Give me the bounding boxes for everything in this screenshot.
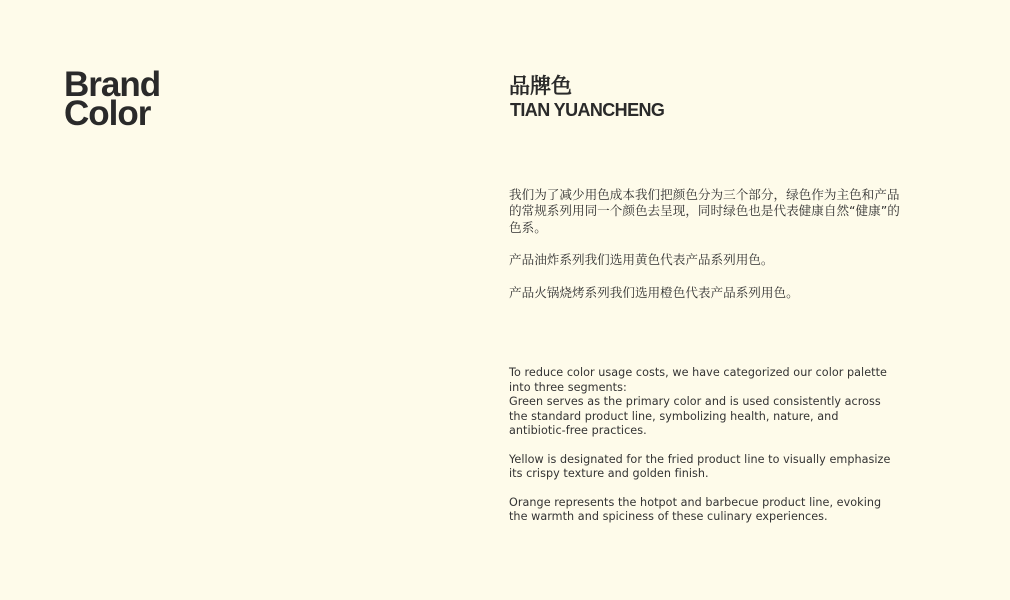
brand-color-heading-line2: Color	[64, 94, 151, 133]
english-description	[509, 366, 895, 539]
english-intro-text: To reduce color usage costs, we have categorized our color palette into three segments:	[509, 366, 887, 394]
english-green-text: Green serves as the primary color and is used consistently across the standard product line, symbolizing health, nature, and antibiotic-free practices.	[509, 395, 881, 437]
chinese-description	[509, 187, 901, 317]
chinese-section-title: 品牌色	[509, 74, 572, 98]
chinese-paragraph-green: 我们为了减少用色成本我们把颜色分为三个部分，绿色作为主色和产品的常规系列用同一个颜色去呈现，同时绿色也是代表健康自然“健康”的色系。	[509, 187, 900, 235]
chinese-paragraph-orange: 产品火锅烧烤系列我们选用橙色代表产品系列用色。	[509, 284, 799, 300]
brand-color-heading-line1: Brand	[64, 65, 161, 104]
english-paragraph-intro-green	[509, 366, 895, 439]
chinese-paragraph-yellow: 产品油炸系列我们选用黄色代表产品系列用色。	[509, 252, 774, 268]
brand-name-subtitle: TIAN YUANCHENG	[510, 100, 665, 120]
english-paragraph-yellow: Yellow is designated for the fried product line to visually emphasize its crispy texture and golden finish.	[509, 452, 891, 480]
english-paragraph-orange: Orange represents the hotpot and barbecue product line, evoking the warmth and spiciness of these culinary experiences.	[509, 495, 882, 523]
brand-color-heading	[64, 65, 161, 133]
